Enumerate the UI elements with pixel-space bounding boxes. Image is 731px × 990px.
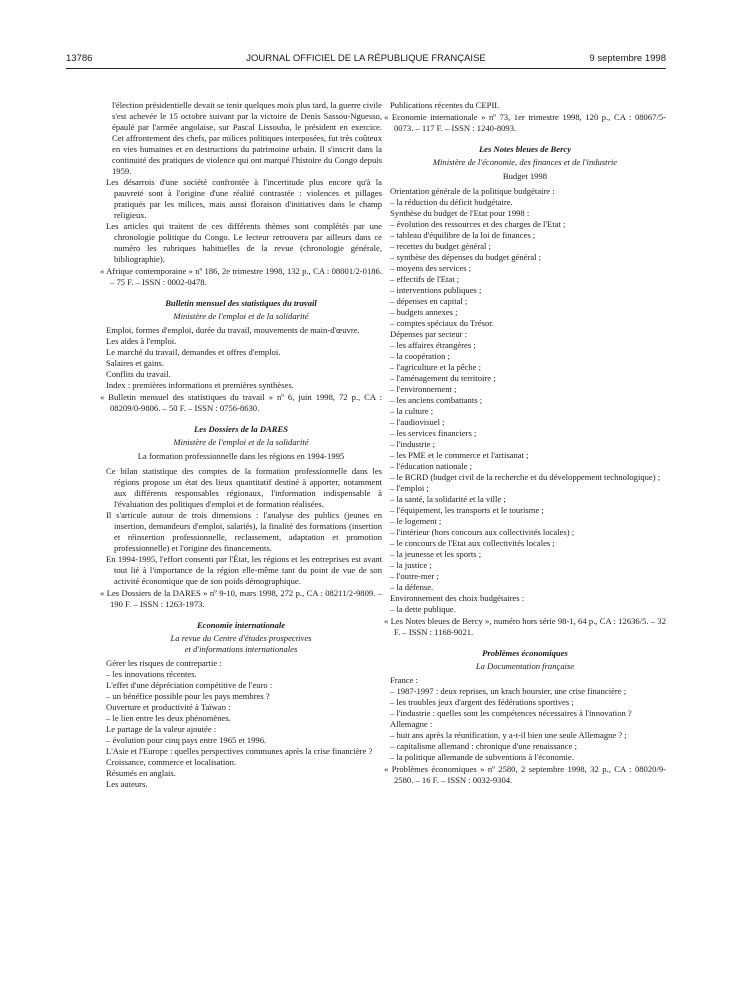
list-item: – recettes du budget général ; bbox=[390, 241, 491, 251]
list-item: – comptes spéciaux du Trésor. bbox=[390, 318, 494, 328]
list-item: Emploi, formes d'emploi, durée du travail, mouvements de main-d'œuvre. bbox=[106, 325, 360, 335]
list-item: Le marché du travail, demandes et offres d'emploi. bbox=[106, 347, 281, 357]
list-item: Orientation générale de la politique budgétaire : bbox=[390, 186, 555, 196]
list-item: Conflits du travail. bbox=[106, 369, 171, 379]
list-item: – la justice ; bbox=[390, 560, 432, 570]
dares-paragraph: En 1994-1995, l'effort consenti par l'État, les régions et les entreprises est avant tout lié à l'importance de la région elle-même tant du point de vue de son activité économique que de son poids démographique. bbox=[106, 554, 382, 586]
list-item: – l'audiovisuel ; bbox=[390, 417, 445, 427]
list-item: – huit ans après la réunification, y a-t-il bien une seule Allemagne ? ; bbox=[390, 730, 627, 740]
page-number: 13786 bbox=[66, 53, 93, 64]
list-item: – un bénéfice possible pour les pays membres ? bbox=[106, 691, 270, 701]
list-item: – interventions publiques ; bbox=[390, 285, 482, 295]
intro-paragraph-1: l'élection présidentielle devait se tenir quelques mois plus tard, la guerre civile s'est achevée le 15 octobre suivant par la victoire de Denis Sassou-Nguesso, épaulé par l'armée angolaise, sur Pascal Lissouba, le président en exercice. Cet affrontement des chefs, par milices politiques interposées, fut très coûteux en vies humaines et en destructions du patrimoine urbain. Il s'inscrit dans la continuité des pratiques de violence qui ont marqué l'histoire du Congo depuis 1959. bbox=[112, 100, 382, 176]
list-item: – les services financiers ; bbox=[390, 428, 477, 438]
economie-reference: « Economie internationale » nº 73, 1er trimestre 1998, 120 p., CA : 08067/5-0073. – 117 F. – ISSN : 1240-8093. bbox=[384, 112, 666, 133]
intro-paragraph-3: Les articles qui traitent de ces différents thèmes sont complétés par une chronologie politique du Congo. Le lecteur retrouvera par ailleurs dans ce numéro les rubriques habituelles de la revue (chronologie générale, bibliographie). bbox=[106, 221, 382, 264]
dares-paragraph: Il s'articule autour de trois dimensions : l'analyse des publics (jeunes en insertion, demandeurs d'emploi, salariés), la finalité des formations (insertion et réinsertion professionnelle, reclassement, adaptation et promotion professionnelle) et l'origine des financements. bbox=[106, 510, 382, 553]
section-title-problemes: Problèmes économiques bbox=[482, 648, 568, 658]
list-item: – les innovations récentes. bbox=[106, 669, 197, 679]
list-item: – l'agriculture et la pêche ; bbox=[390, 362, 482, 372]
list-item: Dépenses par secteur : bbox=[390, 329, 468, 339]
left-column bbox=[100, 100, 382, 790]
list-item: – 1987-1997 : deux reprises, un krach boursier, une crise financière ; bbox=[390, 686, 627, 696]
list-item: – l'intérieur (hors concours aux collectivités locales) ; bbox=[390, 527, 575, 537]
list-item: – le lien entre les deux phénomènes. bbox=[106, 713, 231, 723]
intro-reference: « Afrique contemporaine » nº 186, 2e trimestre 1998, 132 p., CA : 08001/2-0186. – 75 F. – ISSN : 0002-0478. bbox=[100, 266, 382, 287]
dares-paragraph: Ce bilan statistique des comptes de la formation professionnelle dans les régions propose un état des lieux quantitatif destiné à apporter, notamment aux différents responsables régionaux, l'information indispensable à l'évaluation des politiques d'emploi et de formation réalisées. bbox=[106, 466, 382, 509]
list-item: L'effet d'une dépréciation compétitive de l'euro : bbox=[106, 680, 273, 690]
list-item: L'Asie et l'Europe : quelles perspectives communes après la crise financière ? bbox=[106, 746, 373, 756]
section-subtitle-problemes: La Documentation française bbox=[475, 661, 575, 671]
section-subtitle-economie-1: La revue du Centre d'études prospectives bbox=[170, 633, 312, 643]
budget-items bbox=[384, 186, 666, 615]
list-item: – synthèse des dépenses du budget général ; bbox=[390, 252, 542, 262]
list-item: Les aides à l'emploi. bbox=[106, 336, 177, 346]
dares-heading: La formation professionnelle dans les régions en 1994-1995 bbox=[137, 451, 345, 461]
section-subtitle-dares: Ministère de l'emploi et de la solidarité bbox=[173, 437, 309, 447]
list-item: – effectifs de l'Etat ; bbox=[390, 274, 460, 284]
list-item: – les PME et le commerce et l'artisanat ; bbox=[390, 450, 529, 460]
list-item: – la réduction du déficit budgétaire. bbox=[390, 197, 513, 207]
header-rule bbox=[66, 68, 666, 69]
journal-title: JOURNAL OFFICIEL DE LA RÉPUBLIQUE FRANÇAISE bbox=[246, 53, 486, 64]
list-item: – l'outre-mer ; bbox=[390, 571, 439, 581]
list-item: – l'éducation nationale ; bbox=[390, 461, 472, 471]
list-item: – le logement ; bbox=[390, 516, 442, 526]
bulletin-items bbox=[100, 325, 382, 391]
list-item: – l'environnement ; bbox=[390, 384, 457, 394]
intro-paragraph-2: Les désarrois d'une société confrontée à l'incertitude plus encore qu'à la pauvreté sont à l'origine d'une réalité contrastée : violences et pillages pratiqués par les milices, mais aussi floraison d'initiatives dans le champ religieux. bbox=[106, 177, 382, 220]
section-title-notes-bleues: Les Notes bleues de Bercy bbox=[478, 144, 572, 154]
list-item: – évolution pour cinq pays entre 1965 et 1996. bbox=[106, 735, 267, 745]
list-item: – l'aménagement du territoire ; bbox=[390, 373, 496, 383]
list-item: Synthèse du budget de l'Etat pour 1998 : bbox=[390, 208, 530, 218]
problemes-items bbox=[384, 675, 666, 763]
list-item: – la dette publique. bbox=[390, 604, 456, 614]
list-item: – tableau d'équilibre de la loi de finances ; bbox=[390, 230, 536, 240]
list-item: – budgets annexes ; bbox=[390, 307, 458, 317]
list-item: – les troubles jeux d'argent des fédérations sportives ; bbox=[390, 697, 574, 707]
list-item: – la coopération ; bbox=[390, 351, 450, 361]
list-item: Index : premières informations et premières synthèses. bbox=[106, 380, 294, 390]
cepii-line: Publications récentes du CEPII. bbox=[390, 100, 500, 110]
right-column bbox=[384, 100, 666, 786]
economie-items bbox=[100, 658, 382, 790]
list-item: – dépenses en capital ; bbox=[390, 296, 468, 306]
list-item: – les anciens combattants ; bbox=[390, 395, 483, 405]
list-item: Croissance, commerce et localisation. bbox=[106, 757, 237, 767]
page-header bbox=[66, 53, 666, 67]
list-item: Résumés en anglais. bbox=[106, 768, 176, 778]
section-subtitle-notes-bleues: Ministère de l'économie, des finances et de l'industrie bbox=[432, 157, 618, 167]
list-item: – l'équipement, les transports et le tourisme ; bbox=[390, 505, 544, 515]
section-subtitle-bulletin: Ministère de l'emploi et de la solidarité bbox=[173, 311, 309, 321]
list-item: Environnement des choix budgétaires : bbox=[390, 593, 525, 603]
section-title-dares: Les Dossiers de la DARES bbox=[193, 424, 289, 434]
list-item: Les auteurs. bbox=[106, 779, 148, 789]
section-title-economie: Economie internationale bbox=[196, 620, 286, 630]
list-item: France : bbox=[390, 675, 418, 685]
list-item: – capitalisme allemand : chronique d'une renaissance ; bbox=[390, 741, 577, 751]
list-item: – la santé, la solidarité et la ville ; bbox=[390, 494, 506, 504]
list-item: – l'industrie : quelles sont les compétences nécessaires à l'innovation ? bbox=[390, 708, 632, 718]
list-item: – le concours de l'Etat aux collectivités locales ; bbox=[390, 538, 555, 548]
list-item: – la politique allemande de subventions à l'économie. bbox=[390, 752, 574, 762]
section-title-bulletin: Bulletin mensuel des statistiques du travail bbox=[165, 298, 317, 308]
list-item: – le BCRD (budget civil de la recherche et du développement technologique) ; bbox=[390, 472, 661, 482]
list-item: Gérer les risques de contrepartie : bbox=[106, 658, 222, 668]
list-item: Allemagne : bbox=[390, 719, 433, 729]
list-item: Le partage de la valeur ajoutée : bbox=[106, 724, 217, 734]
list-item: – l'industrie ; bbox=[390, 439, 435, 449]
budget-heading: Budget 1998 bbox=[502, 171, 548, 181]
problemes-reference: « Problèmes économiques » nº 2580, 2 septembre 1998, 32 p., CA : 08020/9-2580. – 16 F. – ISSN : 0032-9304. bbox=[384, 764, 666, 785]
dares-reference: « Les Dossiers de la DARES » nº 9-10, mars 1998, 272 p., CA : 08211/2-9809. – 190 F. – ISSN : 1263-1973. bbox=[100, 588, 382, 609]
list-item: – évolution des ressources et des charges de l'Etat ; bbox=[390, 219, 566, 229]
list-item: Salaires et gains. bbox=[106, 358, 164, 368]
list-item: – la défense. bbox=[390, 582, 434, 592]
list-item: Ouverture et productivité à Taïwan : bbox=[106, 702, 231, 712]
list-item: – moyens des services ; bbox=[390, 263, 472, 273]
list-item: – l'emploi ; bbox=[390, 483, 429, 493]
notes-bleues-reference: « Les Notes bleues de Bercy », numéro hors série 98-1, 64 p., CA : 12636/5. – 32 F. – ISSN : 1168-9021. bbox=[384, 616, 666, 637]
issue-date: 9 septembre 1998 bbox=[589, 53, 666, 64]
list-item: – la culture ; bbox=[390, 406, 434, 416]
list-item: – les affaires étrangères ; bbox=[390, 340, 476, 350]
bulletin-reference: « Bulletin mensuel des statistiques du travail » nº 6, juin 1998, 72 p., CA : 08209/0-9806. – 50 F. – ISSN : 0756-8630. bbox=[100, 392, 382, 413]
list-item: – la jeunesse et les sports ; bbox=[390, 549, 482, 559]
section-subtitle-economie-2: et d'informations internationales bbox=[184, 644, 298, 654]
